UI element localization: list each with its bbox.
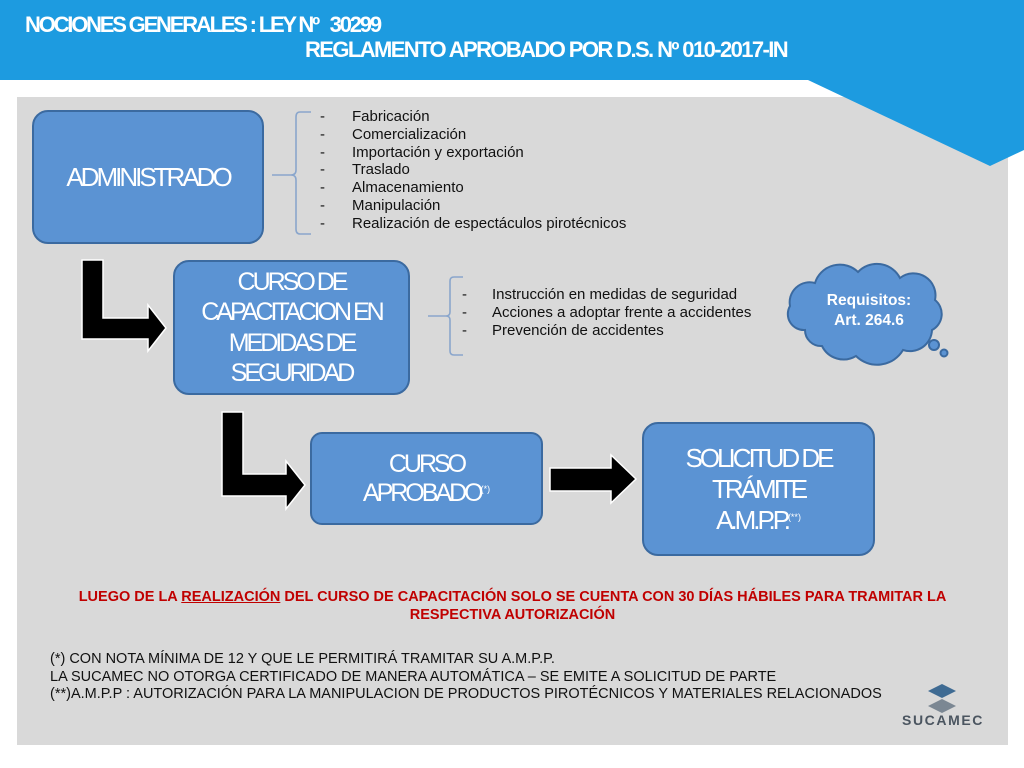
topics-list (462, 286, 751, 340)
arrow-to-solicitud (550, 455, 636, 503)
notice-text: LUEGO DE LA (78, 589, 182, 605)
activities-list (320, 108, 626, 233)
list-bullet: - (320, 179, 325, 197)
list-bullet: - (320, 214, 325, 232)
list-item (320, 215, 626, 233)
notice-text: DEL CURSO DE CAPACITACIÓN SOLO SE CUENTA CON 30 DÍAS HÁBILES PARA TRAMITAR LA (280, 589, 947, 605)
list-item-text: Almacenamiento (352, 179, 464, 197)
sucamec-logo-text: SUCAMEC (902, 712, 984, 728)
list-item (320, 197, 626, 215)
cloud-bubble-large (929, 340, 939, 350)
solicitud-tramite-box (642, 422, 875, 556)
list-item (320, 108, 626, 126)
list-bullet: - (320, 125, 325, 143)
logo-icon-top-tile (928, 684, 956, 698)
list-item-text: Manipulación (352, 196, 441, 214)
list-item (320, 144, 626, 162)
footnote: (*) CON NOTA MÍNIMA DE 12 Y QUE LE PERMITIRÁ TRAMITAR SU A.M.P.P. (50, 651, 555, 667)
list-item-text: Traslado (352, 161, 410, 179)
solicitud-line: TRÁMITE (711, 473, 806, 504)
curso-capacitacion-line: CURSO DE (237, 267, 346, 296)
activities-bracket (272, 112, 311, 234)
list-item (320, 179, 626, 197)
list-bullet: - (320, 161, 325, 179)
list-bullet: - (320, 108, 325, 125)
elbow-arrow-to-aprobado (222, 412, 305, 509)
page-title: NOCIONES GENERALES : LEY Nº 30299 (25, 12, 380, 37)
cloud-bubble-small (941, 350, 948, 357)
list-item (462, 322, 751, 340)
list-item-text: Comercialización (352, 125, 467, 143)
list-item-text: Importación y exportación (352, 143, 524, 161)
list-item-text: Fabricación (352, 108, 430, 125)
footnote: (**)A.M.P.P : AUTORIZACIÓN PARA LA MANIPULACION DE PRODUCTOS PIROTÉCNICOS Y MATERIALES RELACIONADOS (50, 686, 882, 702)
administrado-box (32, 110, 264, 244)
requisitos-label: Requisitos: (826, 292, 912, 309)
administrado-label: ADMINISTRADO (66, 161, 230, 192)
deadline-notice (17, 589, 1008, 624)
solicitud-line: SOLICITUD DE (685, 442, 832, 473)
list-item (320, 126, 626, 144)
list-bullet: - (320, 143, 325, 161)
page-subtitle: REGLAMENTO APROBADO POR D.S. Nº 010-2017-IN (305, 37, 788, 62)
list-item (320, 161, 626, 179)
list-item-text: Prevención de accidentes (492, 322, 664, 339)
list-item-text: Instrucción en medidas de seguridad (492, 286, 738, 303)
footnote-mark: (**) (787, 511, 801, 522)
list-bullet: - (320, 196, 325, 214)
list-bullet: - (462, 304, 467, 321)
curso-aprobado-line: CURSO (388, 449, 465, 478)
footnote-mark: (*) (480, 483, 491, 494)
footnote: LA SUCAMEC NO OTORGA CERTIFICADO DE MANERA AUTOMÁTICA – SE EMITE A SOLICITUD DE PARTE (50, 668, 777, 685)
footnotes (50, 651, 882, 704)
curso-capacitacion-line: MEDIDAS DE (228, 328, 355, 357)
topics-bracket (428, 277, 463, 355)
notice-underlined: REALIZACIÓN (181, 589, 281, 605)
solicitud-ampp: A.M.P.P. (716, 504, 788, 535)
curso-aprobado-box (310, 432, 543, 525)
curso-aprobado-word: APROBADO (362, 478, 481, 507)
notice-line-2: RESPECTIVA AUTORIZACIÓN (409, 606, 616, 623)
notice-line-1 (17, 589, 1008, 607)
list-item (462, 304, 751, 322)
curso-capacitacion-line: SEGURIDAD (230, 359, 353, 387)
solicitud-line (716, 505, 801, 536)
elbow-arrow-to-curso (82, 260, 166, 351)
list-item (462, 286, 751, 304)
curso-capacitacion-box (173, 260, 410, 395)
list-bullet: - (462, 286, 467, 303)
requisitos-text (789, 291, 949, 331)
list-item-text: Acciones a adoptar frente a accidentes (492, 304, 752, 321)
list-item-text: Realización de espectáculos pirotécnicos (352, 214, 627, 232)
list-bullet: - (462, 322, 467, 339)
curso-capacitacion-line: CAPACITACION EN (201, 298, 382, 326)
curso-aprobado-line (363, 479, 490, 508)
sucamec-logo-icon (928, 684, 956, 713)
requisitos-article: Art. 264.6 (834, 312, 904, 329)
